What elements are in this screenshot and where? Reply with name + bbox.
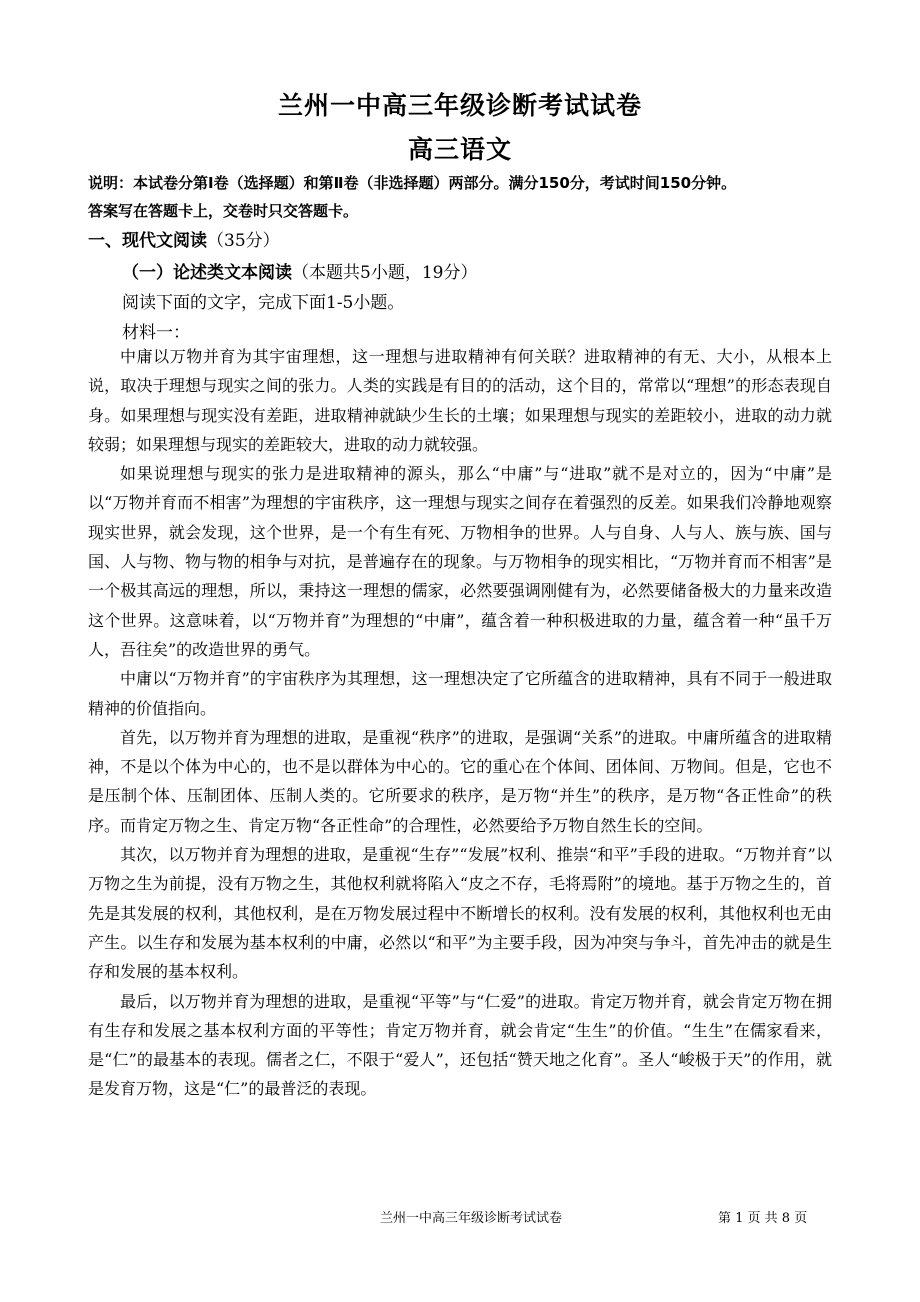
subsection-heading bbox=[122, 258, 477, 283]
material-label: 材料一： bbox=[122, 323, 190, 343]
footer-page-number: 第 1 页 共 8 页 bbox=[718, 1211, 808, 1226]
passage-paragraph-2: 如果说理想与现实的张力是进取精神的源头，那么“中庸”与“进取”就不是对立的，因为“中庸”是以“万物并育而不相害”为理想的宇宙秩序，这一理想与现实之间存在着强烈的反差。如果我们冷静地观察现实世界，就会发现，这个世界，是一个有生有死、万物相争的世界。人与自身、人与人、族与族、国与国、人与物、物与物的相争与对抗，是普遍存在的现象。与万物相争的现实相比，“万物并育而不相害”是一个极其高远的理想，所以，秉持这一理想的儒家，必然要强调刚健有为，必然要储备极大的力量来改造这个世界。这意味着，以“万物并育”为理想的“中庸”，蕴含着一种积极进取的力量，蕴含着一种“虽千万人，吾往矣”的改造世界的勇气。 bbox=[88, 464, 832, 659]
section-heading bbox=[88, 226, 280, 251]
exam-instructions-line-1: 说明：本试卷分第Ⅰ卷（选择题）和第Ⅱ卷（非选择题）两部分。满分150分，考试时间150分钟。 bbox=[88, 174, 737, 192]
section-score: （35分） bbox=[207, 231, 280, 251]
passage-paragraph-5: 其次，以万物并育为理想的进取，是重视“生存”“发展”权利、推崇“和平”手段的进取。“万物并育”以万物之生为前提，没有万物之生，其他权利就将陷入“皮之不存，毛将焉附”的境地。基于万物之生的，首先是其发展的权利，其他权利，是在万物发展过程中不断增长的权利。没有发展的权利，其他权利也无由产生。以生存和发展为基本权利的中庸，必然以“和平”为主要手段，因为冲突与争斗，首先冲击的就是生存和发展的基本权利。 bbox=[88, 845, 832, 982]
subsection-label: （一）论述类文本阅读 bbox=[122, 263, 292, 283]
exam-subtitle: 高三语文 bbox=[407, 135, 512, 164]
subsection-detail: （本题共5小题，19分） bbox=[292, 263, 478, 283]
section-label: 一、现代文阅读 bbox=[88, 231, 207, 251]
passage-paragraph-6: 最后，以万物并育为理想的进取，是重视“平等”与“仁爱”的进取。肯定万物并育，就会肯定万物在拥有生存和发展之基本权利方面的平等性；肯定万物并育，就会肯定“生生”的价值。“生生”在儒家看来，是“仁”的最基本的表现。儒者之仁，不限于“爱人”，还包括“赞天地之化育”。圣人“峻极于天”的作用，就是发育万物，这是“仁”的最普泛的表现。 bbox=[88, 991, 832, 1099]
footer-exam-name: 兰州一中高三年级诊断考试试卷 bbox=[380, 1211, 563, 1226]
passage-paragraph-4: 首先，以万物并育为理想的进取，是重视“秩序”的进取，是强调“关系”的进取。中庸所蕴含的进取精神，不是以个体为中心的，也不是以群体为中心的。它的重心在个体间、团体间、万物间。但是，它也不是压制个体、压制团体、压制人类的。它所要求的秩序，是万物“并生”的秩序，是万物“各正性命”的秩序。而肯定万物之生、肯定万物“各正性命”的合理性，必然要给予万物自然生长的空间。 bbox=[88, 727, 832, 835]
passage-paragraph-1: 中庸以万物并育为其宇宙理想，这一理想与进取精神有何关联？进取精神的有无、大小，从根本上说，取决于理想与现实之间的张力。人类的实践是有目的的活动，这个目的，常常以“理想”的形态表现自身。如果理想与现实没有差距，进取精神就缺少生长的土壤；如果理想与现实的差距较小，进取的动力就较弱；如果理想与现实的差距较大，进取的动力就较强。 bbox=[88, 347, 832, 454]
exam-title: 兰州一中高三年级诊断考试试卷 bbox=[277, 91, 642, 120]
passage-paragraph-3: 中庸以“万物并育”的宇宙秩序为其理想，这一理想决定了它所蕴含的进取精神，具有不同于一般进取精神的价值指向。 bbox=[88, 669, 832, 718]
reading-instruction: 阅读下面的文字，完成下面1-5小题。 bbox=[122, 293, 405, 313]
exam-instructions-line-2: 答案写在答题卡上，交卷时只交答题卡。 bbox=[88, 202, 359, 220]
passage-body bbox=[88, 342, 832, 1104]
